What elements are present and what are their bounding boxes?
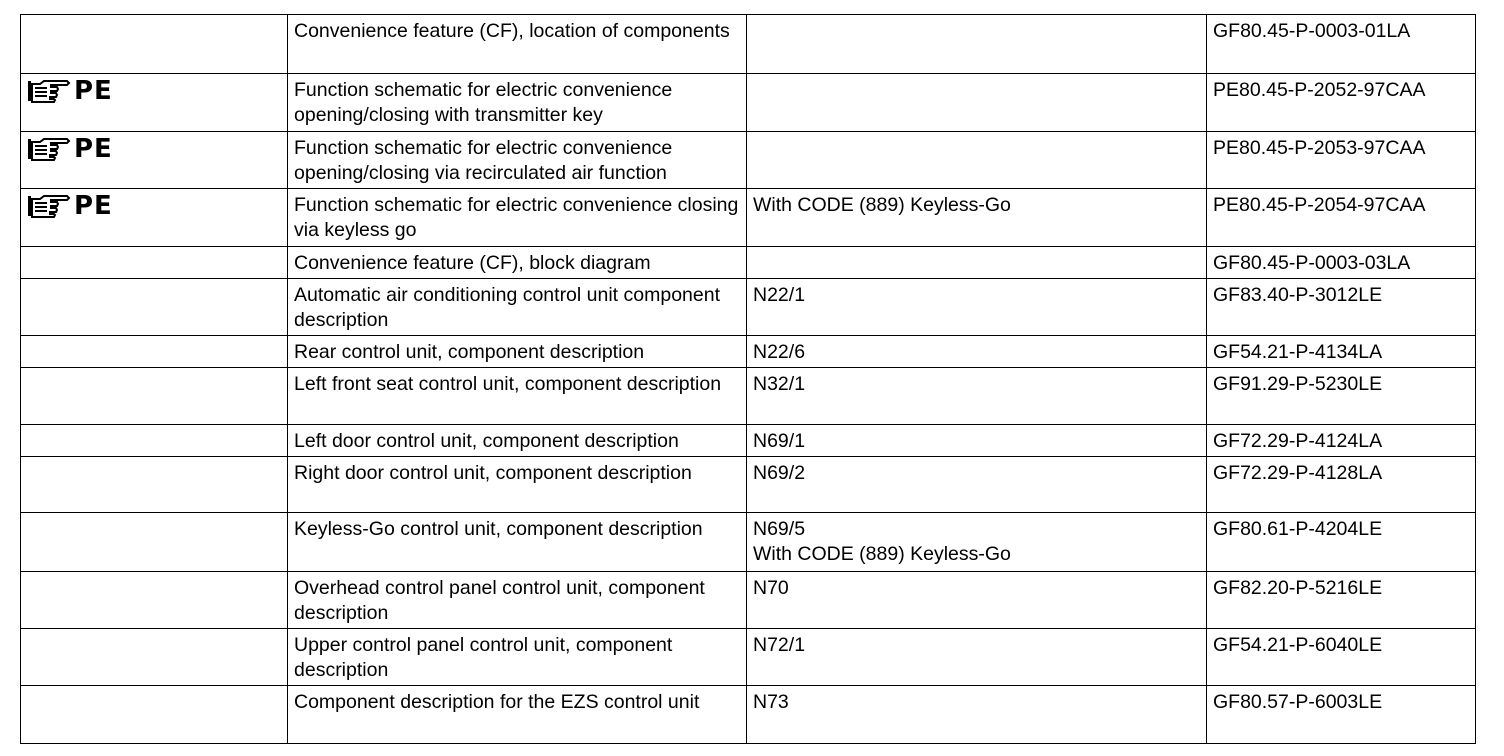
document-reference[interactable]: GF54.21-P-6040LE xyxy=(1207,629,1476,686)
condition-cell xyxy=(747,425,1207,457)
condition-cell xyxy=(747,15,1207,74)
document-reference[interactable]: PE80.45-P-2052-97CAA xyxy=(1207,74,1476,132)
document-reference[interactable]: PE80.45-P-2054-97CAA xyxy=(1207,189,1476,247)
pe-cell xyxy=(21,368,288,425)
pointing-hand-icon xyxy=(27,79,71,103)
condition-text: N22/1 xyxy=(753,284,806,306)
document-reference[interactable]: GF72.29-P-4128LA xyxy=(1207,457,1476,513)
pe-cell xyxy=(21,513,288,572)
pe-cell xyxy=(21,425,288,457)
document-title: Convenience feature (CF), location of components xyxy=(288,15,747,74)
pe-label: PE xyxy=(74,76,113,106)
document-title: Upper control panel control unit, component description xyxy=(288,629,747,686)
condition-cell xyxy=(747,247,1207,279)
table-row xyxy=(21,629,1476,686)
document-title: Function schematic for electric convenience closing via keyless go xyxy=(288,189,747,247)
pointing-hand-icon xyxy=(27,137,71,161)
condition-cell xyxy=(747,132,1207,189)
pe-cell xyxy=(21,74,288,132)
document-reference[interactable]: GF91.29-P-5230LE xyxy=(1207,368,1476,425)
condition-cell xyxy=(747,74,1207,132)
table-row xyxy=(21,15,1476,74)
pe-label: PE xyxy=(74,134,113,164)
table-row xyxy=(21,425,1476,457)
document-title: Left door control unit, component description xyxy=(288,425,747,457)
document-title: Keyless-Go control unit, component description xyxy=(288,513,747,572)
table-row xyxy=(21,247,1476,279)
condition-text: N69/2 xyxy=(753,462,806,484)
document-reference[interactable]: GF80.57-P-6003LE xyxy=(1207,686,1476,744)
pe-cell xyxy=(21,189,288,247)
condition-text: N22/6 xyxy=(753,341,806,363)
pe-cell xyxy=(21,572,288,629)
document-title: Overhead control panel control unit, component description xyxy=(288,572,747,629)
document-reference[interactable]: GF80.45-P-0003-03LA xyxy=(1207,247,1476,279)
pe-cell xyxy=(21,336,288,368)
condition-cell xyxy=(747,189,1207,247)
condition-text: N72/1 xyxy=(753,634,806,656)
pe-link[interactable] xyxy=(27,78,287,104)
document-title: Right door control unit, component description xyxy=(288,457,747,513)
document-reference[interactable]: GF54.21-P-4134LA xyxy=(1207,336,1476,368)
pe-cell xyxy=(21,247,288,279)
table-row xyxy=(21,279,1476,336)
document-title: Function schematic for electric convenience opening/closing with transmitter key xyxy=(288,74,747,132)
pe-cell xyxy=(21,15,288,74)
condition-cell xyxy=(747,336,1207,368)
document-title: Function schematic for electric convenience opening/closing via recirculated air function xyxy=(288,132,747,189)
table-row xyxy=(21,132,1476,189)
condition-cell xyxy=(747,279,1207,336)
condition-cell xyxy=(747,513,1207,572)
table-row xyxy=(21,336,1476,368)
document-reference[interactable]: GF72.29-P-4124LA xyxy=(1207,425,1476,457)
document-title: Component description for the EZS control unit xyxy=(288,686,747,744)
pe-cell xyxy=(21,686,288,744)
condition-text: N70 xyxy=(753,577,789,599)
table-row xyxy=(21,572,1476,629)
pe-cell xyxy=(21,132,288,189)
pe-cell xyxy=(21,457,288,513)
table-body xyxy=(21,15,1476,744)
condition-cell xyxy=(747,572,1207,629)
condition-cell xyxy=(747,686,1207,744)
table-row xyxy=(21,513,1476,572)
condition-text: N69/5 xyxy=(753,518,806,540)
pe-cell xyxy=(21,279,288,336)
document-title: Left front seat control unit, component description xyxy=(288,368,747,425)
pe-label: PE xyxy=(74,191,113,221)
condition-text: N69/1 xyxy=(753,430,806,452)
document-table xyxy=(20,14,1476,744)
pe-cell xyxy=(21,629,288,686)
condition-cell xyxy=(747,368,1207,425)
condition-text: N32/1 xyxy=(753,373,806,395)
pe-link[interactable] xyxy=(27,136,287,162)
condition-text: With CODE (889) Keyless-Go xyxy=(753,194,1011,216)
table-row xyxy=(21,686,1476,744)
condition-text: With CODE (889) Keyless-Go xyxy=(753,543,1011,565)
document-reference[interactable]: GF83.40-P-3012LE xyxy=(1207,279,1476,336)
document-reference[interactable]: GF80.61-P-4204LE xyxy=(1207,513,1476,572)
pe-link[interactable] xyxy=(27,193,287,219)
document-title: Convenience feature (CF), block diagram xyxy=(288,247,747,279)
document-reference[interactable]: GF82.20-P-5216LE xyxy=(1207,572,1476,629)
condition-text: N73 xyxy=(753,691,789,713)
document-title: Automatic air conditioning control unit component description xyxy=(288,279,747,336)
document-reference[interactable]: PE80.45-P-2053-97CAA xyxy=(1207,132,1476,189)
condition-cell xyxy=(747,457,1207,513)
pointing-hand-icon xyxy=(27,194,71,218)
condition-cell xyxy=(747,629,1207,686)
table-row xyxy=(21,74,1476,132)
document-title: Rear control unit, component description xyxy=(288,336,747,368)
table-row xyxy=(21,189,1476,247)
document-reference[interactable]: GF80.45-P-0003-01LA xyxy=(1207,15,1476,74)
table-row xyxy=(21,457,1476,513)
table-row xyxy=(21,368,1476,425)
